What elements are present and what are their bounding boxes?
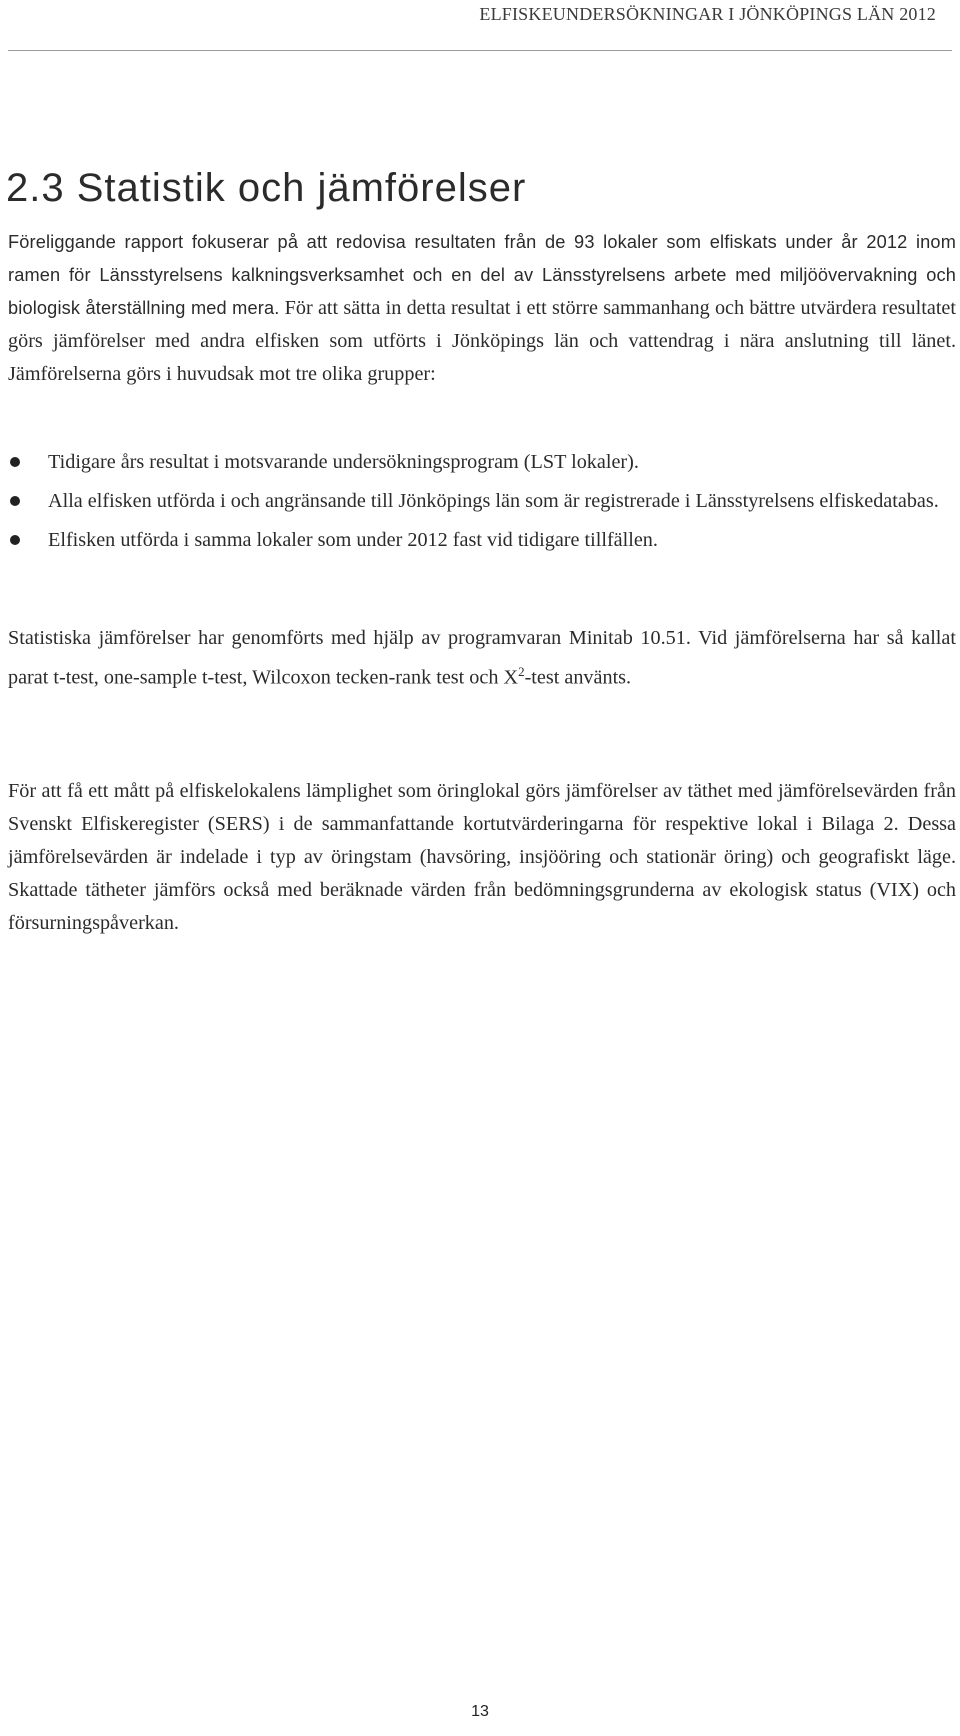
intro-paragraph — [8, 226, 956, 391]
page-number: 13 — [471, 1703, 489, 1720]
intro-paragraph-sans-text: Föreliggande rapport fokuserar på att redovisa resultaten från de 93 lokaler som elfiskats under år 2012 inom ramen för Länsstyrelsens kalkningsverksamhet och en del av Länsstyrelsens arbete med miljöövervakning och biologisk återställning med mera. — [8, 232, 956, 318]
list-item-text: Elfisken utförda i samma lokaler som under 2012 fast vid tidigare tillfällen. — [48, 529, 658, 551]
list-item-text: Alla elfisken utförda i och angränsande till Jönköpings län som är registrerade i Länsstyrelsens elfiskedatabas. — [48, 490, 939, 512]
statistics-paragraph-end: -test använts. — [524, 666, 632, 689]
intro-paragraph-serif-text: För att sätta in detta resultat i ett större sammanhang och bättre utvärdera resultatet görs jämförelser med andra elfisken som utförts i Jönköpings län och vattendrag i nära anslutning till länet. Jämförelserna görs i huvudsak mot tre olika grupper: — [8, 297, 956, 385]
bullet-icon — [10, 496, 20, 506]
bullet-icon — [10, 457, 20, 467]
statistics-paragraph — [8, 622, 956, 695]
running-header: ELFISKEUNDERSÖKNINGAR I JÖNKÖPINGS LÄN 2012 — [479, 4, 936, 24]
list-item-text: Tidigare års resultat i motsvarande undersökningsprogram (LST lokaler). — [48, 451, 639, 473]
list-item — [8, 446, 948, 479]
comparison-groups-list — [8, 446, 948, 563]
section-heading: 2.3 Statistik och jämförelser — [6, 166, 527, 210]
header-divider — [8, 50, 952, 51]
list-item — [8, 485, 948, 518]
bullet-icon — [10, 535, 20, 545]
list-item — [8, 524, 948, 557]
statistics-paragraph-text: Statistiska jämförelser har genomförts med hjälp av programvaran Minitab 10.51. Vid jämförelserna har så kallat parat t-test, one-sample t-test, Wilcoxon tecken-rank test och X — [8, 627, 956, 689]
sers-paragraph: För att få ett mått på elfiskelokalens lämplighet som öringlokal görs jämförelser av täthet med jämförelsevärden från Svenskt Elfiskeregister (SERS) i de sammanfattande kortutvärderingarna för respektive lokal i Bilaga 2. Dessa jämförelsevärden är indelade i typ av öringstam (havsöring, insjööring och stationär öring) och geografiskt läge. Skattade tätheter jämförs också med beräknade värden från bedömningsgrunderna av ekologisk status (VIX) och försurningspåverkan. — [8, 780, 956, 934]
superscript-two: 2 — [518, 664, 525, 679]
